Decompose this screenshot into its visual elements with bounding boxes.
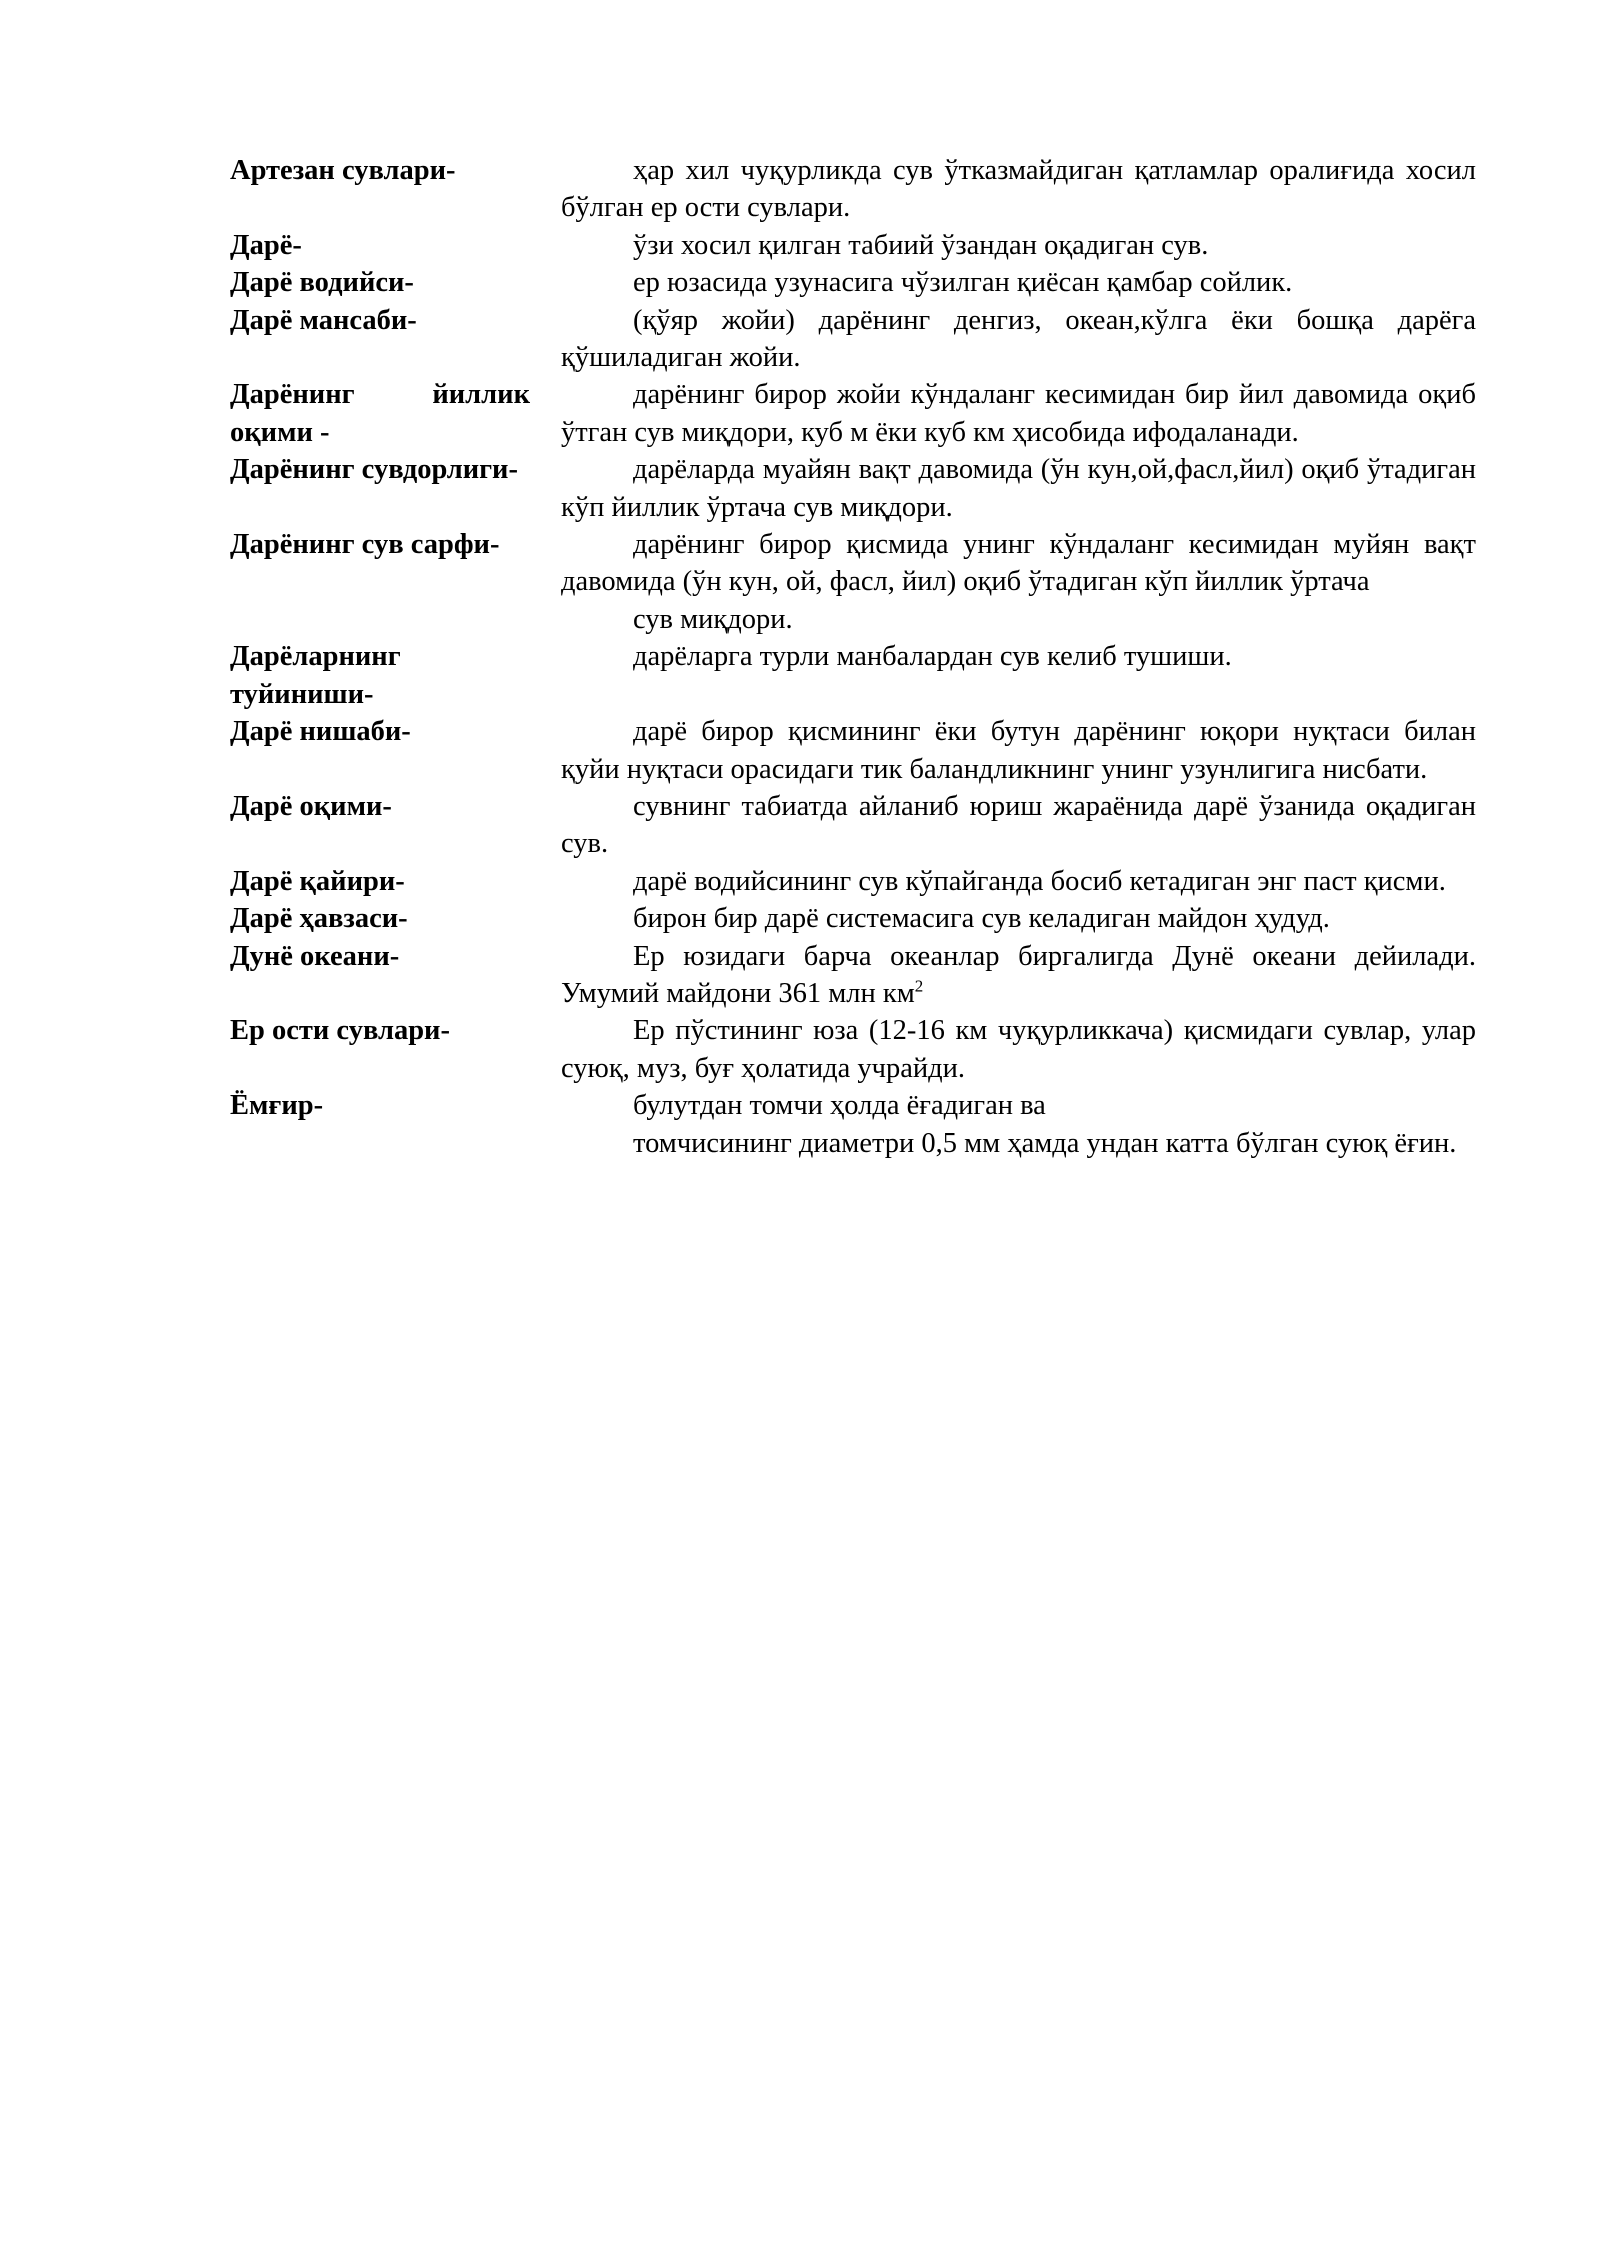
definition-text: ер юзасида узунасига чўзилган қиёсан қамбар сойлик. — [633, 267, 1293, 299]
definition-text: (қўяр жойи) дарёнинг денгиз, океан,кўлга ёки бошқа дарёга қўшиладиган жойи. — [561, 304, 1476, 374]
glossary-entry — [230, 152, 1476, 227]
definition-text: дарёнинг бирор қисмида унинг кўндаланг кесимидан муйян вақт давомида (ўн кун, ой, фасл, йил) оқиб ўтадиган кўп йиллик ўртача — [561, 529, 1476, 598]
glossary-definition — [561, 900, 1476, 937]
definition-text: дарёнинг бирор жойи кўндаланг кесимидан бир йил давомида оқиб ўтган сув миқдори, куб м ёки куб км ҳисобида ифодаланади. — [561, 379, 1476, 448]
glossary-entry — [230, 713, 1476, 788]
glossary-entry — [230, 1012, 1476, 1087]
glossary-term: Дарё водийси- — [230, 267, 414, 299]
definition-text: сув миқдори. — [633, 603, 793, 635]
glossary-term: Дарёнинг сув сарфи- — [230, 529, 500, 561]
glossary-entry — [230, 900, 1476, 937]
definition-text: дарё водийсининг сув кўпайганда босиб кетадиган энг паст қисми. — [633, 865, 1446, 897]
definition-text: дарёларга турли манбалардан сув келиб тушиши. — [633, 641, 1232, 673]
glossary-definition — [561, 1012, 1476, 1087]
glossary-term: Дарё мансаби- — [230, 304, 417, 336]
glossary-entry — [230, 451, 1476, 526]
glossary-term: Дарёнинг йиллик оқими - — [230, 379, 530, 448]
glossary-definition — [561, 788, 1476, 863]
glossary-definition — [561, 264, 1476, 301]
glossary-definition — [561, 302, 1476, 377]
glossary-definition — [561, 376, 1476, 451]
definition-text: дарё бирор қисмининг ёки бутун дарёнинг юқори нуқтаси билан қуйи нуқтаси орасидаги тик баландликнинг унинг узунлигига нисбати. — [561, 716, 1476, 785]
glossary-term: Артезан сувлари- — [230, 155, 456, 186]
glossary-term: Дарёларнинг туйиниши- — [230, 641, 401, 710]
definition-text: ўзи хосил қилган табиий ўзандан оқадиган сув. — [633, 229, 1209, 261]
glossary-definition — [561, 526, 1476, 638]
definition-text-main: Ер юзидаги барча океанлар биргалигда Дунё океани дейилади. Умумий майдони 361 млн км — [561, 940, 1476, 1009]
glossary-definition — [561, 1087, 1476, 1162]
definition-text: ҳар хил чуқурликда сув ўтказмайдиган қатламлар оралиғида хосил бўлган ер ости сувлари. — [561, 155, 1476, 224]
definition-text: томчисининг диаметри 0,5 мм ҳамда ундан катта бўлган суюқ ёғин. — [633, 1127, 1457, 1159]
definition-text: булутдан томчи ҳолда ёғадиган ва — [633, 1090, 1046, 1122]
glossary-term: Дарё нишаби- — [230, 716, 411, 748]
glossary-entry — [230, 863, 1476, 900]
glossary-definition — [561, 638, 1476, 675]
glossary-definition — [561, 863, 1476, 900]
definition-text: бирон бир дарё системасига сув келадиган майдон ҳудуд. — [633, 903, 1330, 935]
glossary-entry — [230, 788, 1476, 863]
glossary-term: Дарё қайири- — [230, 865, 405, 897]
glossary-term: Дарё оқими- — [230, 790, 392, 822]
superscript: 2 — [914, 976, 924, 996]
glossary-entry — [230, 526, 1476, 638]
glossary-term: Ёмғир- — [230, 1090, 324, 1122]
glossary-term: Ер ости сувлари- — [230, 1015, 450, 1047]
glossary-definition — [561, 451, 1476, 526]
glossary-term: Дарёнинг сувдорлиги- — [230, 454, 518, 486]
glossary-entry — [230, 376, 1476, 451]
glossary-entry — [230, 1087, 1476, 1162]
definition-text: сувнинг табиатда айланиб юриш жараёнида дарё ўзанида оқадиган сув. — [561, 790, 1476, 860]
glossary-entry — [230, 938, 1476, 1013]
glossary-entry — [230, 638, 1476, 713]
definition-text: Ер пўстининг юза (12-16 км чуқурликкача) қисмидаги сувлар, улар суюқ, муз, буғ ҳолатида учрайди. — [561, 1015, 1476, 1084]
glossary-entry — [230, 302, 1476, 377]
glossary-definition — [561, 938, 1476, 1013]
glossary-definition — [561, 713, 1476, 788]
glossary-term: Дунё океани- — [230, 940, 400, 972]
definition-text: дарёларда муайян вақт давомида (ўн кун,ой,фасл,йил) оқиб ўтадиган кўп йиллик ўртача сув миқдори. — [561, 454, 1476, 523]
glossary-definition — [561, 227, 1476, 264]
definition-text — [561, 938, 1476, 1013]
glossary-term: Дарё ҳавзаси- — [230, 903, 408, 935]
glossary — [230, 152, 1476, 1162]
glossary-entry — [230, 227, 1476, 264]
glossary-term: Дарё- — [230, 229, 302, 261]
glossary-entry — [230, 264, 1476, 301]
glossary-definition — [561, 152, 1476, 227]
